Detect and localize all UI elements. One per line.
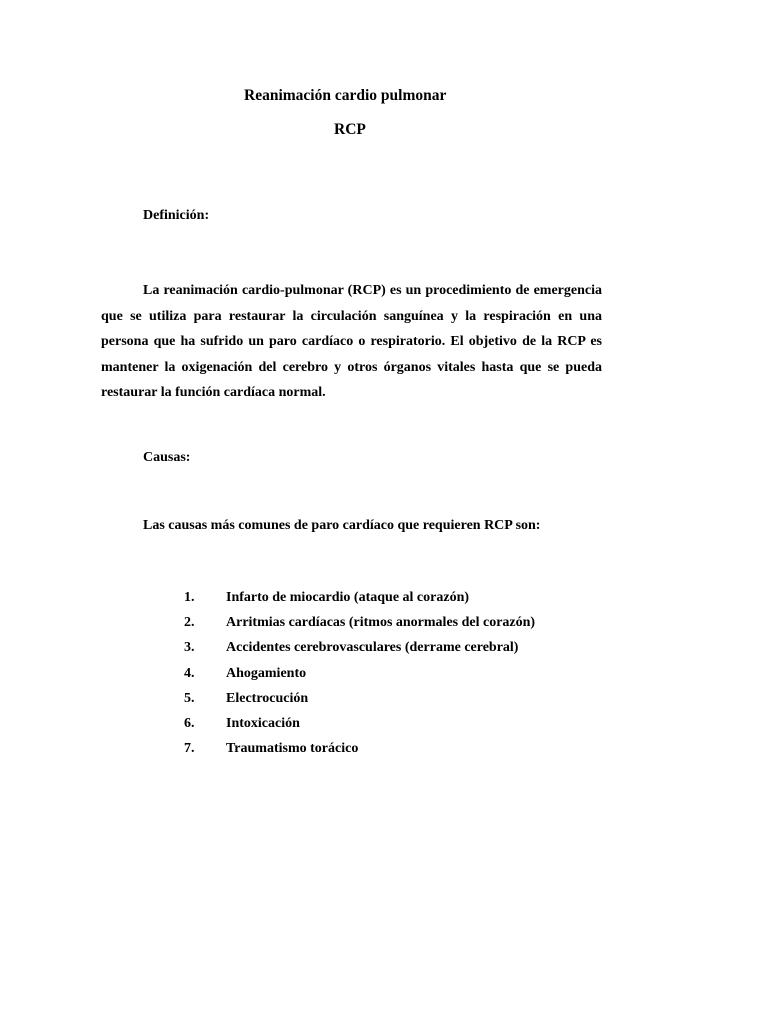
- list-item-number: 7.: [184, 741, 195, 757]
- list-item-number: 1.: [184, 590, 195, 605]
- list-item: [184, 638, 535, 663]
- list-item-number: 6.: [184, 715, 195, 731]
- list-item-text: Intoxicación: [226, 715, 300, 731]
- list-item-text: Accidentes cerebrovasculares (derrame cerebral): [226, 640, 519, 656]
- list-item-number: 2.: [184, 615, 195, 631]
- causes-list: [184, 588, 535, 764]
- list-item-number: 5.: [184, 690, 195, 706]
- list-item-text: Electrocución: [226, 690, 309, 706]
- document-title: Reanimación cardio pulmonar: [244, 87, 447, 104]
- list-item: [184, 689, 535, 714]
- list-item-text: Traumatismo torácico: [226, 741, 359, 757]
- causes-heading: Causas:: [143, 450, 191, 465]
- list-item-text: Arritmias cardíacas (ritmos anormales del corazón): [226, 615, 536, 631]
- list-item-number: 4.: [184, 665, 195, 681]
- list-item: [184, 613, 535, 638]
- document-subtitle: RCP: [334, 121, 366, 138]
- definition-paragraph: La reanimación cardio-pulmonar (RCP) es un procedimiento de emergencia que se utiliza para restaurar la circulación sanguínea y la respiración en una persona que ha sufrido un paro cardíaco o respiratorio. El objetivo de la RCP es mantener la oxigenación del cerebro y otros órganos vitales hasta que se pueda restaurar la función cardíaca normal.: [101, 283, 602, 400]
- list-item: [184, 588, 535, 613]
- list-item: [184, 739, 535, 764]
- list-item-number: 3.: [184, 640, 195, 656]
- causes-intro: Las causas más comunes de paro cardíaco que requieren RCP son:: [143, 518, 541, 533]
- definition-heading: Definición:: [143, 208, 210, 223]
- list-item-text: Ahogamiento: [226, 665, 307, 681]
- list-item-text: Infarto de miocardio (ataque al corazón): [226, 590, 470, 605]
- list-item: [184, 714, 535, 739]
- list-item: [184, 664, 535, 689]
